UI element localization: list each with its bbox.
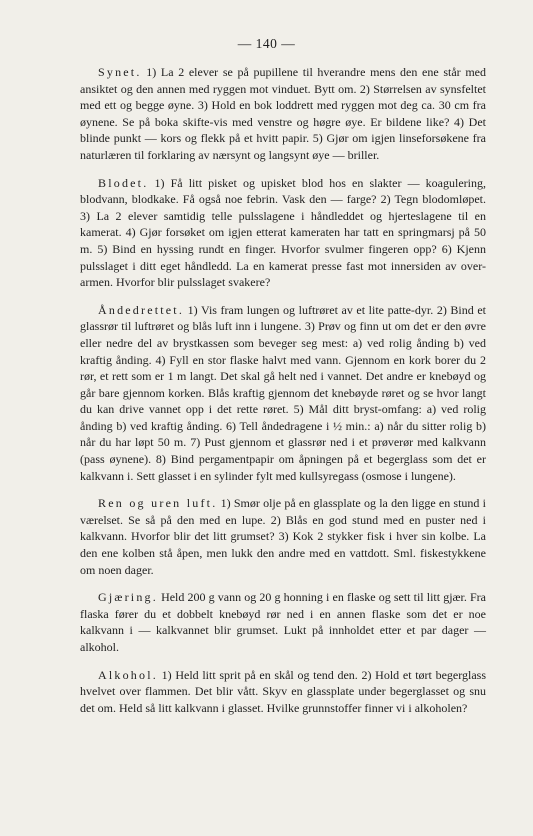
section-heading: Blodet. [98,175,149,190]
section-text: 1) Vis fram lungen og luftrøret av et lite patte-dyr. 2) Bind et glassrør til luftrøret og blås luft inn i lungene. 3) Prøv og finn ut om det er den øvre eller nedre del av brystkassen som beveger seg mest: a) ved rolig ånding b) ved kraftig ånding. 4) Fyll en stor flaske halvt med vann. Gjennom en kork borer du 2 rør, et rett som er 1 m langt. Det skal gå helt ned i vannet. Det andre er knebøyd og går bare gjennom korken. Blås kraftig gjennom det knebøyde røret og se hvor langt du kan drive vannet opp i det rette røret. 5) Mål ditt bryst-omfang: a) ved rolig ånding b) ved kraftig ånding. 6) Tell åndedragene i ½ min.: a) når du sitter rolig b) når du har løpt 50 m. 7) Pust gjennom et glassrør ned i et prøverør med kalkvann (pass øynene). 8) Bind pergamentpapir om åpningen på et begerglass som det er kalkvann i. Sett glasset i en sylinder fylt med kullsyregass (osmose i lungene). [80,302,486,483]
section-gjaering [80,589,486,655]
page-body [80,64,486,727]
section-text: 1) Held litt sprit på en skål og tend den. 2) Hold et tørt begerglass hvelvet over flammen. Det blir vått. Skyv en glassplate under begerglasset og snu det om. Held så litt kalkvann i glasset. Hvilke grunnstoffer finner vi i alkoholen? [80,667,487,715]
section-heading: Ren og uren luft. [98,496,218,511]
section-alkohol [80,667,486,717]
section-text: 1) Få litt pisket og upisket blod hos en slakter — koagulering, blodvann, blodkake. Få også noe febrin. Vask den — farge? 2) Tegn blodomløpet. 3) La 2 elever samtidig telle pulsslagene i håndleddet og hjerteslagene til en kamerat. 4) Gjør forsøket om igjen etterat kameraten har tatt en springmarsj på 50 m. 5) Bind en hyssing rundt en finger. Hvorfor svulmer fingeren opp? 6) Kjenn pulsslaget i ditt eget håndledd. La en kamerat presse fast mot innersiden av over-armen. Hvorfor blir pulsslaget svakere? [80,175,486,290]
section-text: Held 200 g vann og 20 g honning i en flaske og sett til litt gjær. Fra flaska fører du et dobbelt knebøyd rør ned i en annen flaske som det er noe kalkvann i — kalkvannet blir grumset. Lukt på innholdet etter et par dager — alkohol. [80,590,487,654]
section-heading: Åndedrettet. [98,302,185,317]
section-text: 1) Smør olje på en glassplate og la den ligge en stund i værelset. Se så på den med en lupe. 2) Blås en god stund med en puster ned i kalkvann. Hvorfor blir det litt grumset? 3) Kok 2 stykker fisk i hver sin kolbe. La den ene kolben stå åpen, men lukk den andre med en vattdott. Sml. fiskestykkene om noen dager. [80,496,486,577]
section-andedrettet [80,302,486,485]
section-blodet [80,175,486,291]
section-ren-og-uren-luft [80,495,486,578]
section-synet [80,64,486,164]
section-heading: Synet. [98,65,142,79]
section-text: 1) La 2 elever se på pupillene til hverandre mens den ene står med ansiktet og den annen med ryggen mot vinduet. Bytt om. 2) Størrelsen av synsfeltet med ett og begge øyne. 3) Hold en bok loddrett med ryggen mot deg ca. 30 cm fra øynene. Se på boka skifte-vis med venstre og høgre øye. Er bildene like? 4) Det blinde punkt — kors og flekk på et hvitt papir. 5) Gjør om igjen linseforsøkene fra naturlæren til forklaring av nærsynt og langsynt øye — briller. [80,65,486,162]
section-heading: Alkohol. [98,667,158,682]
page-number: — 140 — [237,36,296,51]
section-heading: Gjæring. [98,590,158,605]
